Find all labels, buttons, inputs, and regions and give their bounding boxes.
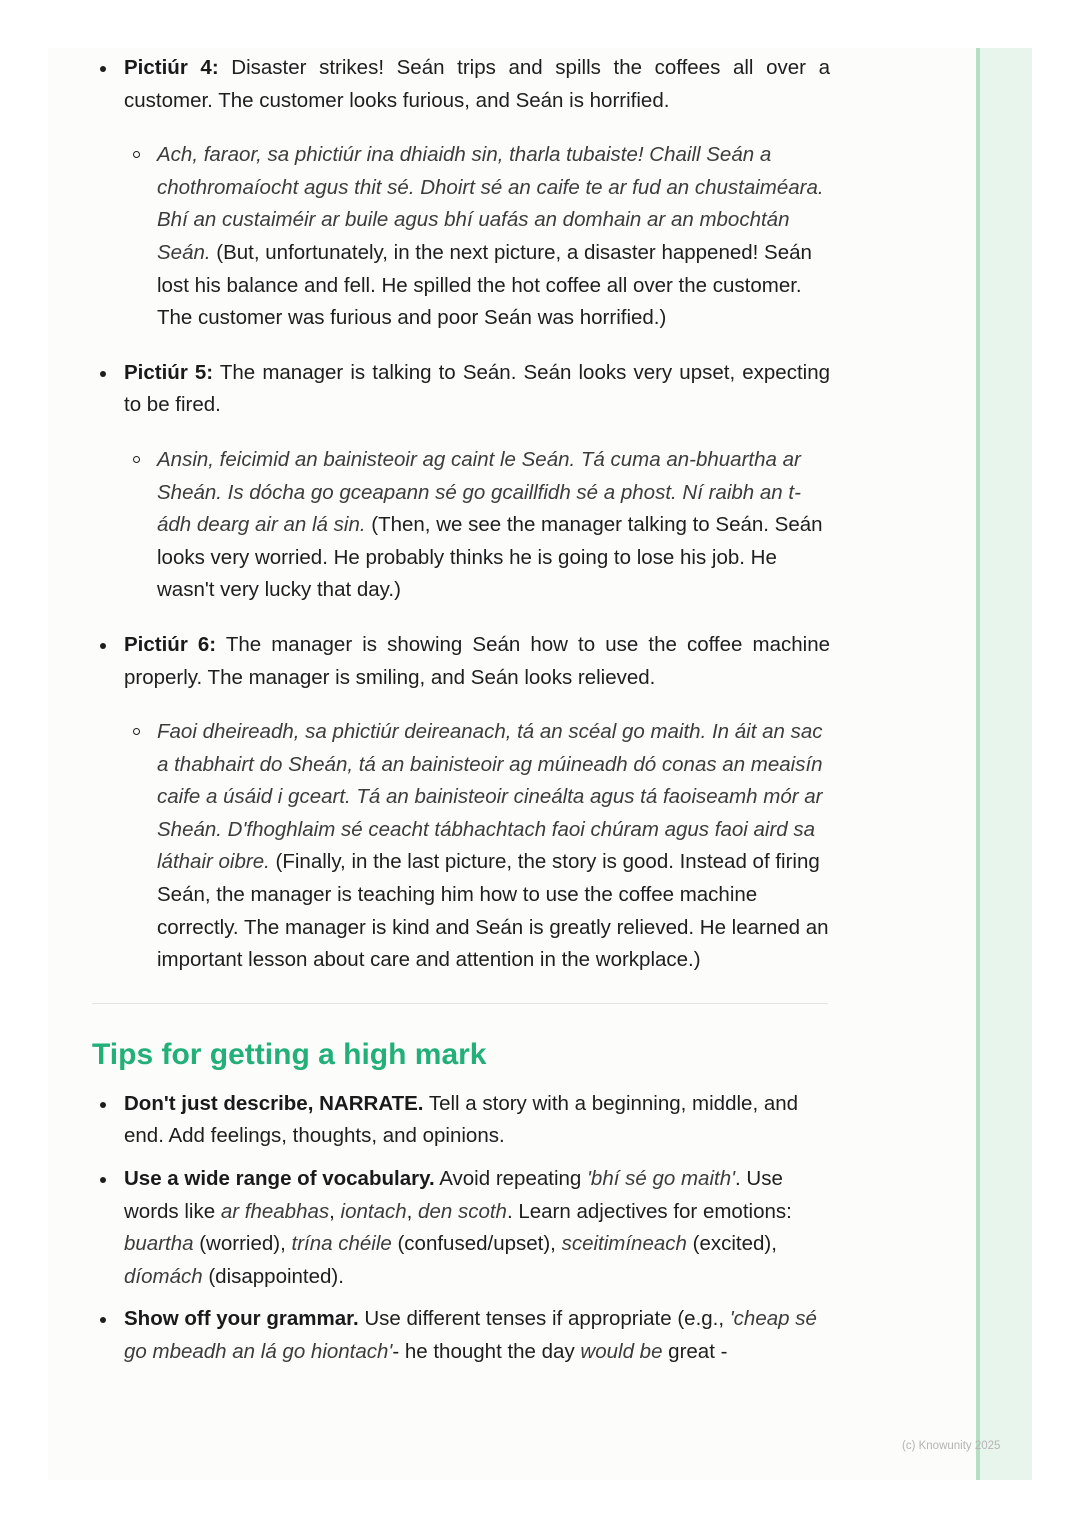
irish-text: Ach, faraor, sa phictiúr ina dhiaidh sin, tharla tubaiste! Chaill Seán a chothromaíocht agus thit sé. Dhoirt sé an caife te ar fud an chustaiméara. Bhí an custaiméir ar buile agus bhí uafás an domhain ar an mbochtán Seán. [157,143,824,264]
tip-text: (excited), [686,1232,777,1256]
tip-text: . Use words like [124,1167,783,1223]
english-translation: (Then, we see the manager talking to Seán. Seán looks very worried. He probably thinks he is going to lose his job. He wasn't very lucky that day.) [157,513,823,602]
irish-phrase: iontach [340,1199,407,1223]
english-translation: (But, unfortunately, in the next picture, a disaster happened! Seán lost his balance and fell. He spilled the hot coffee all over the customer. The customer was furious and poor Seán was horrified.) [157,240,812,330]
tip-bold: Don't just describe, NARRATE. [124,1091,424,1115]
tip-text: , [406,1199,419,1223]
tip-text: . Learn adjectives for emotions: [506,1199,792,1223]
list-item-picture-6 [92,629,830,977]
irish-phrase: trína chéile [291,1232,392,1256]
tip-text: (worried), [193,1232,292,1256]
picture-description [124,52,830,117]
list-item-picture-4 [92,52,830,335]
tip-text: great - [662,1340,728,1363]
sub-list [124,716,830,977]
tips-heading: Tips for getting a high mark [92,1037,487,1071]
tip-text: Use different tenses if appropriate (e.g., [358,1307,730,1331]
irish-phrase: sceitimíneach [561,1232,687,1256]
picture-label: Pictiúr 6: [124,632,217,656]
tip-text: , [329,1199,341,1223]
sub-list [124,444,830,607]
tip-item-narrate [92,1088,830,1153]
tip-text: (disappointed). [202,1264,344,1288]
emphasis-text: would be [580,1340,663,1363]
irish-phrase: 'bhí sé go maith' [587,1167,736,1191]
sub-list-item [124,716,830,977]
irish-phrase: 'cheap sé go mbeadh an lá go hiontach' [124,1307,817,1363]
irish-text: Faoi dheireadh, sa phictiúr deireanach, tá an scéal go maith. In áit an sac a thabhairt do Sheán, tá an bainisteoir ag múineadh dó conas an meaisín caife a úsáid i gceart. Tá an bainisteoir cineálta agus tá faoiseamh mór ar Sheán. D'fhoghlaim sé ceacht tábhachtach faoi chúram agus faoi aird sa láthair oibre. [157,720,823,874]
picture-list [92,52,830,977]
irish-phrase: buartha [124,1232,194,1256]
sub-list-item [124,444,830,607]
irish-text: Ansin, feicimid an bainisteoir ag caint le Seán. Tá cuma an-bhuartha ar Sheán. Is dócha go gceapann sé go gcaillfidh sé a phost. Ní raibh an t-ádh dearg air an lá sin. [157,447,801,537]
tip-text: (confused/upset), [391,1232,562,1256]
english-translation: (Finally, in the last picture, the story is good. Instead of firing Seán, the manager is teaching him how to use the coffee machine correctly. The manager is kind and Seán is greatly relieved. He learned an important lesson about care and attention in the workplace.) [157,850,829,972]
irish-phrase: díomách [124,1264,203,1288]
picture-label: Pictiúr 4: [124,56,219,79]
picture-description [124,629,830,694]
picture-text: Disaster strikes! Seán trips and spills the coffees all over a customer. The customer looks furious, and Seán is horrified. [124,56,830,112]
picture-text: The manager is showing Seán how to use the coffee machine properly. The manager is smiling, and Seán looks relieved. [124,632,830,689]
picture-text: The manager is talking to Seán. Seán looks very upset, expecting to be fired. [124,360,831,417]
tip-item-grammar [92,1303,830,1368]
document-content [92,52,830,1379]
tip-text: Tell a story with a beginning, middle, and end. Add feelings, thoughts, and opinions. [124,1091,799,1148]
irish-phrase: ar fheabhas [220,1199,330,1223]
list-item-picture-5 [92,357,830,607]
picture-description [124,357,830,422]
tip-bold: Show off your grammar. [124,1307,359,1331]
tip-bold: Use a wide range of vocabulary. [124,1167,435,1191]
tip-text: Avoid repeating [434,1167,588,1191]
right-sidebar [976,48,1032,1480]
tip-text: - he thought the day [392,1340,581,1363]
picture-label: Pictiúr 5: [124,360,214,384]
tip-item-vocabulary [92,1163,830,1293]
copyright-footer: (c) Knowunity 2025 [902,1440,1001,1452]
section-divider [92,1003,828,1004]
sub-list [124,139,830,335]
irish-phrase: den scoth [418,1199,507,1223]
tips-list [92,1088,830,1369]
sub-list-item [124,139,830,335]
